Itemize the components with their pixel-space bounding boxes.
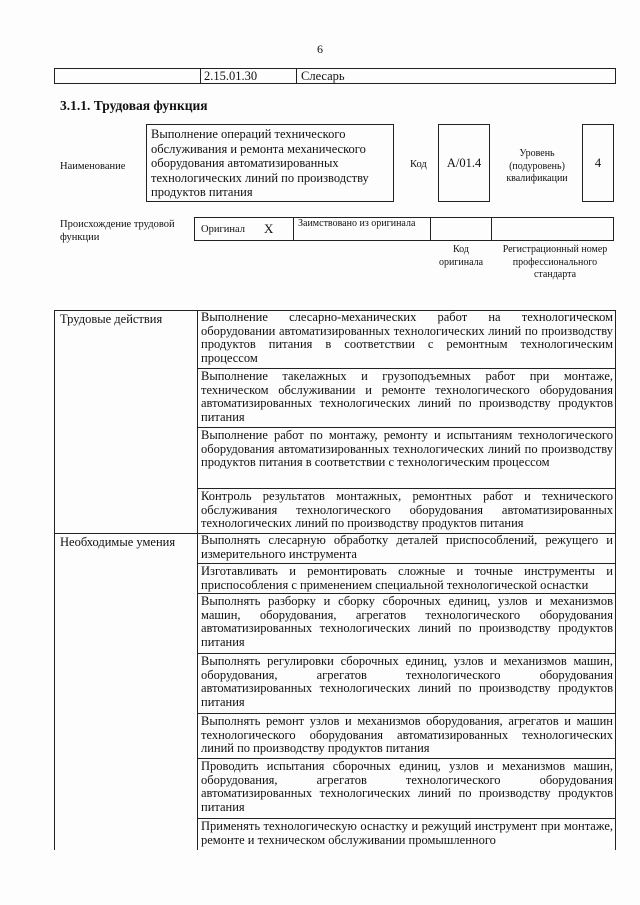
origin-label: Происхождение трудовой функции: [60, 219, 175, 243]
action-item: Выполнение слесарно-механических работ на технологическом оборудовании автоматизированных технологических линий по производству продуктов питания в соответствии с ремонтным технологическим процессом: [201, 310, 613, 365]
action-item: Контроль результатов монтажных, ремонтных работ и технического обслуживания технологического оборудования автоматизированных технологических линий по производству продуктов питания: [198, 488, 616, 533]
skill-item: Применять технологическую оснастку и режущий инструмент при монтаже, ремонте и техническом обслуживании промышленного: [198, 818, 616, 850]
skill-item: Выполнять слесарную обработку деталей приспособлений, режущего и измерительного инструмента: [201, 533, 613, 561]
qualification-level-label: Уровень (подуровень) квалификации: [506, 148, 568, 184]
skill-item: Выполнять регулировки сборочных единиц, узлов и механизмов машин, оборудования, агрегатов технологического оборудования автоматизированных технологических линий по производству продуктов питания: [198, 653, 616, 713]
function-code-value: А/01.4: [446, 156, 482, 170]
action-item: Выполнение работ по монтажу, ремонту и испытаниям технологического оборудования автоматизированных технологических линий по производству продуктов питания в соответствии с технологическим процессом: [198, 427, 616, 488]
reg-number-caption: Регистрационный номер профессионального стандарта: [502, 244, 608, 280]
section-heading-actions: Трудовые действия: [60, 312, 163, 326]
skill-item: Проводить испытания сборочных единиц, узлов и механизмов машин, оборудования, агрегатов технологического оборудования автоматизированных технологических линий по производству продуктов питания: [198, 758, 616, 818]
origin-original-label: Оригинал: [201, 224, 245, 235]
origin-borrowed-label: Заимствовано из оригинала: [298, 218, 416, 229]
function-name-value: Выполнение операций технического обслуживания и ремонта механического оборудования автоматизированных технологических линий по производству продуктов питания: [151, 127, 369, 200]
code-original-caption: Код оригинала: [438, 244, 484, 268]
skill-item: Выполнять ремонт узлов и механизмов оборудования, агрегатов и машин технологического оборудования автоматизированных технологических линий по производству продуктов питания: [198, 713, 616, 758]
name-label: Наименование: [60, 161, 126, 172]
section-heading-skills: Необходимые умения: [60, 535, 176, 549]
code-label: Код: [410, 159, 427, 170]
skill-item: Выполнять разборку и сборку сборочных единиц, узлов и механизмов машин, оборудования, агрегатов технологического оборудования автоматизированных технологических линий по производству продуктов питания: [198, 593, 616, 653]
action-item: Выполнение такелажных и грузоподъемных работ при монтаже, техническом обслуживании и ремонте технологического оборудования автоматизированных технологических линий по производству продуктов питания: [198, 368, 616, 427]
qualification-level-value: 4: [594, 156, 602, 170]
origin-original-mark: X: [264, 221, 274, 236]
page-number: 6: [317, 42, 323, 56]
profession-code: 2.15.01.30: [204, 69, 258, 83]
profession-name: Слесарь: [301, 69, 345, 83]
section-title: 3.1.1. Трудовая функция: [60, 98, 208, 113]
skill-item: Изготавливать и ремонтировать сложные и точные инструменты и приспособления с применением специальной технологической оснастки: [198, 563, 616, 593]
